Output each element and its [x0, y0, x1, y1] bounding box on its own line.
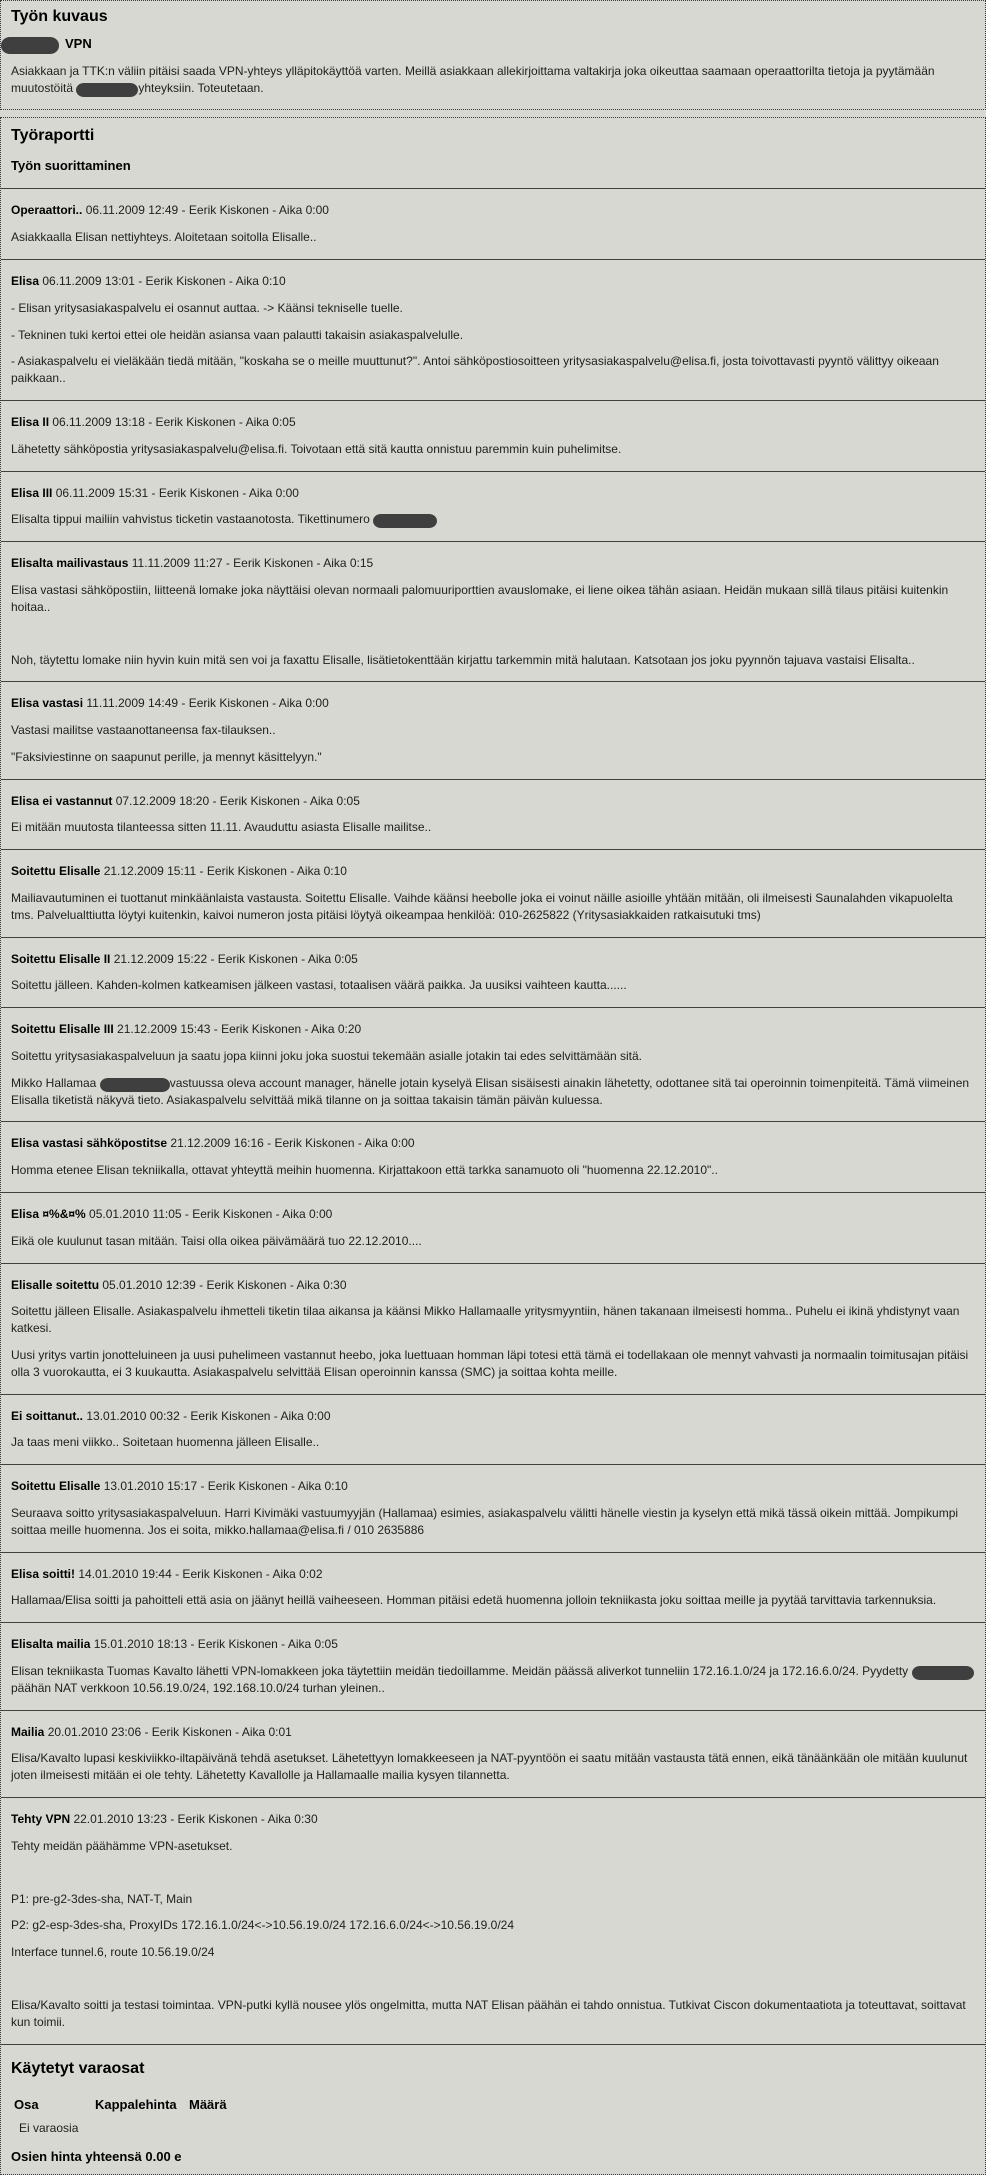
entry-meta: 06.11.2009 12:49 - Eerik Kiskonen - Aika 0:00	[82, 203, 329, 218]
entry-title: Elisa	[11, 273, 40, 288]
entry-paragraph: - Elisan yritysasiakaspalvelu ei osannut auttaa. -> Käänsi tekniselle tuelle.	[11, 300, 403, 315]
report-entry	[1, 1264, 985, 1381]
entry-paragraph: Elisa/Kavalto lupasi keskiviikko-iltapäivänä tehdä asetukset. Lähetettyyn lomakkeeseen ja NAT-pyyntöön ei saatu mitään vastausta tätä ennen, eikä tänäänkään ole mitään kuulunut joten ilmeisesti mitään ei ole tehty. Lähetetty Kavallolle ja Hallamaalle mailia kysyen tilannetta.	[11, 1751, 968, 1783]
report-entry	[1, 1798, 985, 2031]
entry-header	[11, 189, 977, 219]
redaction-blob	[373, 514, 437, 528]
report-entry	[1, 1623, 985, 1696]
entry-paragraph: Ei mitään muutosta tilanteessa sitten 11.11. Avauduttu asiasta Elisalle mailitse..	[11, 820, 432, 835]
entry-paragraph: - Tekninen tuki kertoi ettei ole heidän asiansa vaan palautti takaisin asiakaspalvelulle.	[11, 327, 464, 342]
entry-body	[11, 1750, 977, 1784]
entry-paragraph: Noh, täytettu lomake niin hyvin kuin mitä sen voi ja faxattu Elisalle, lisätietokenttään kirjattu tarkemmin mitä halutaan. Katsotaan jos joku pyynnön tajuava vastaisi Elisalta..	[11, 652, 915, 667]
entry-title: Ei soittanut..	[11, 1408, 83, 1423]
entry-header	[11, 1395, 977, 1425]
entry-title: Operaattori..	[11, 203, 83, 218]
entry-header	[11, 682, 977, 712]
entry-paragraph: Eikä ole kuulunut tasan mitään. Taisi olla oikea päivämäärä tuo 22.12.2010....	[11, 1233, 422, 1248]
report-entry	[1, 1193, 985, 1250]
redaction-blob	[76, 83, 138, 97]
entry-paragraph: Mailiavautuminen ei tuottanut minkäänlaista vastausta. Soitettu Elisalle. Vaihde käänsi heebolle joka ei voinut näille asioille yhtään mitään, oli ilmeisesti Saunalahden vikapuolelta tms. Palvelualttiutta löytyi kuitenkin, kaivoi numeron josta pitäisi löytyä oikeampaa henkilöä: 010-2625822 (Yritysasiakkaiden ratkaisutuki tms)	[11, 891, 953, 922]
report-entry	[1, 401, 985, 458]
entry-title: Elisa vastasi sähköpostitse	[11, 1136, 168, 1151]
entry-meta: 21.12.2009 16:16 - Eerik Kiskonen - Aika 0:00	[167, 1136, 415, 1151]
report-entry	[1, 542, 985, 668]
spare-parts-table-header	[1, 2096, 985, 2114]
separator-line	[1, 2044, 985, 2045]
entry-title: Tehty VPN	[11, 1811, 71, 1826]
report-entry	[1, 780, 985, 837]
entry-paragraph: - Asiakaspalvelu ei vieläkään tiedä mitään, "koskaha se o meille muuttunut?". Antoi sähköpostiosoitteen yritysasiakaspalvelu@elisa.fi, josta toivottavasti pyyntö välittyy oikeaan paikkaan..	[11, 354, 939, 386]
spare-parts-section	[1, 2059, 985, 2166]
entry-header	[11, 1264, 977, 1294]
entry-body	[11, 1838, 977, 2031]
entry-body	[11, 722, 977, 766]
entry-body	[11, 1303, 977, 1380]
entry-paragraph: "Faksiviestinne on saapunut perille, ja mennyt käsittelyyn."	[11, 749, 322, 764]
entry-title: Elisa ¤%&¤%	[11, 1207, 86, 1222]
entry-title: Elisalle soitettu	[11, 1277, 100, 1292]
entry-body	[11, 441, 977, 458]
entry-header	[11, 260, 977, 290]
entry-meta: 21.12.2009 15:22 - Eerik Kiskonen - Aika 0:05	[110, 951, 358, 966]
entry-paragraph: Elisa/Kavalto soitti ja testasi toimintaa. VPN-putki kyllä nousee ylös ongelmitta, mutta NAT Elisan päähän ei tahdo onnistua. Tutkivat Ciscon dokumentaatiota ja toteuttavat, soittavat kun toimii.	[11, 1997, 966, 2029]
entry-meta: 15.01.2010 18:13 - Eerik Kiskonen - Aika 0:05	[90, 1637, 338, 1652]
entry-paragraph: P1: pre-g2-3des-sha, NAT-T, Main	[11, 1891, 193, 1906]
entry-header	[11, 1465, 977, 1495]
spare-parts-title: Käytetyt varaosat	[11, 2059, 145, 2077]
entry-header	[11, 1553, 977, 1583]
report-entry	[1, 1395, 985, 1452]
entry-title: Soitettu Elisalle II	[11, 951, 111, 966]
redaction-blob	[1, 37, 59, 54]
entry-title: Elisa vastasi	[11, 696, 84, 711]
entry-title: Mailia	[11, 1724, 45, 1739]
spare-parts-col-kappalehinta: Kappalehinta	[95, 2096, 177, 2112]
report-entry	[1, 260, 985, 387]
entry-meta: 21.12.2009 15:43 - Eerik Kiskonen - Aika 0:20	[113, 1022, 362, 1037]
entry-paragraph: Interface tunnel.6, route 10.56.19.0/24	[11, 1945, 215, 1960]
entry-body	[11, 511, 977, 528]
entry-meta: 20.01.2010 23:06 - Eerik Kiskonen - Aika 0:01	[44, 1724, 292, 1739]
entry-body	[11, 582, 977, 668]
entry-body	[11, 1233, 977, 1250]
report-entry	[1, 189, 985, 246]
redaction-blob	[100, 1078, 170, 1092]
entry-body	[11, 1592, 977, 1609]
report-entry	[1, 1008, 985, 1108]
entry-paragraph: Ja taas meni viikko.. Soitetaan huomenna jälleen Elisalle..	[11, 1435, 320, 1450]
entry-meta: 06.11.2009 13:01 - Eerik Kiskonen - Aika 0:10	[39, 273, 286, 288]
entry-paragraph: Soitettu jälleen. Kahden-kolmen katkeamisen jälkeen vastasi, totaalisen väärä paikka. Ja uusiksi vaihteen kautta......	[11, 978, 627, 993]
work-report-section	[0, 117, 986, 2175]
entry-body	[11, 1162, 977, 1179]
entry-paragraph: Elisalta tippui mailiin vahvistus ticketin vastaanotosta. Tikettinumero	[11, 511, 977, 528]
entry-body	[11, 229, 977, 246]
entry-title: Soitettu Elisalle	[11, 1479, 101, 1494]
entry-meta: 11.11.2009 11:27 - Eerik Kiskonen - Aika 0:15	[128, 556, 374, 571]
entry-header	[11, 1122, 977, 1152]
entry-header	[11, 1798, 977, 1828]
paragraph-gap	[11, 1961, 977, 1987]
spare-parts-total: Osien hinta yhteensä 0.00 e	[11, 2148, 182, 2164]
spare-parts-col-osa: Osa	[14, 2096, 39, 2112]
work-description-body: Asiakkaan ja TTK:n väliin pitäisi saada VPN-yhteys ylläpitokäyttöä varten. Meillä asiakkaan allekirjoittama valtakirja joka oikeuttaa saamaan operaattorilta tietoja ja pyytämään muutostöitä yhteyksiin. Toteutetaan.	[11, 64, 935, 96]
entry-paragraph: Uusi yritys vartin jonotteluineen ja uusi puhelimeen vastannut heebo, joka luettuaan homman läpi totesi että tämä ei todellakaan ole mennyt vahvasti ja normaalin toimitusajan pitäisi olla 3 vuorokautta, ei 3 kuukautta. Asiakaspalvelu selvittää Elisan operoinnin kanssa (SMC) ja soittaa kohta meille.	[11, 1348, 969, 1379]
entry-meta: 22.01.2010 13:23 - Eerik Kiskonen - Aika 0:30	[70, 1811, 318, 1826]
entry-header	[11, 542, 977, 572]
report-entry	[1, 1465, 985, 1538]
entry-header	[11, 780, 977, 810]
entry-body	[11, 1505, 977, 1539]
entry-paragraph: Vastasi mailitse vastaanottaneensa fax-tilauksen..	[11, 723, 276, 738]
paragraph-gap	[11, 1855, 977, 1881]
entry-paragraph: Lähetetty sähköpostia yritysasiakaspalvelu@elisa.fi. Toivotaan että sitä kautta onnistuu paremmin kuin puhelimitse.	[11, 441, 622, 456]
entry-meta: 13.01.2010 15:17 - Eerik Kiskonen - Aika 0:10	[100, 1479, 348, 1494]
entry-header	[11, 1008, 977, 1038]
work-subject-label: VPN	[65, 36, 92, 52]
redaction-blob	[912, 1666, 974, 1680]
entry-body	[11, 819, 977, 836]
entry-body	[11, 1434, 977, 1451]
entry-meta: 06.11.2009 13:18 - Eerik Kiskonen - Aika 0:05	[49, 414, 296, 429]
entry-header	[11, 938, 977, 968]
work-report-subtitle: Työn suorittaminen	[11, 158, 131, 174]
entry-header	[11, 1711, 977, 1741]
entry-meta: 14.01.2010 19:44 - Eerik Kiskonen - Aika 0:02	[75, 1566, 323, 1581]
work-description-section	[0, 0, 986, 110]
entry-title: Elisa III	[11, 485, 53, 500]
report-entry	[1, 850, 985, 923]
entry-paragraph: Elisan tekniikasta Tuomas Kavalto lähetti VPN-lomakkeen joka täytettiin meidän tiedoillamme. Meidän päässä aliverkot tunneliin 172.16.1.0/24 ja 172.16.6.0/24. Pyydetty päähän NAT verkkoon 10.56.19.0/24, 192.168.10.0/24 turhan yleinen..	[11, 1663, 977, 1697]
entry-title: Soitettu Elisalle III	[11, 1022, 114, 1037]
report-entry	[1, 472, 985, 529]
entry-title: Elisalta mailia	[11, 1637, 91, 1652]
paragraph-gap	[11, 616, 977, 642]
entry-meta: 07.12.2009 18:20 - Eerik Kiskonen - Aika 0:05	[112, 793, 360, 808]
work-subject	[1, 35, 975, 53]
entry-body	[11, 1663, 977, 1697]
entry-paragraph: Mikko Hallamaa vastuussa oleva account manager, hänelle jotain kyselyä Elisan sisäisesti ainakin lähetetty, odottanee sitä tai operoinnin toimenpiteitä. Tämä viimeinen Elisalla tiketistä näkyvä tieto. Asiakaspalvelu selvittää mikä tilanne on ja soittaa takaisin tämän päivän kuluessa.	[11, 1075, 970, 1107]
entries-list	[1, 188, 985, 2044]
report-entry	[1, 682, 985, 765]
entry-meta: 13.01.2010 00:32 - Eerik Kiskonen - Aika 0:00	[83, 1408, 331, 1423]
entry-header	[11, 850, 977, 880]
entry-title: Elisalta mailivastaus	[11, 556, 129, 571]
entry-paragraph: Tehty meidän päähämme VPN-asetukset.	[11, 1838, 233, 1853]
entry-title: Elisa II	[11, 414, 50, 429]
entry-header	[11, 1193, 977, 1223]
entry-header	[11, 401, 977, 431]
entry-header	[11, 1623, 977, 1653]
report-entry	[1, 1553, 985, 1610]
entry-meta: 21.12.2009 15:11 - Eerik Kiskonen - Aika 0:10	[100, 864, 347, 879]
entry-title: Soitettu Elisalle	[11, 864, 101, 879]
entry-meta: 11.11.2009 14:49 - Eerik Kiskonen - Aika 0:00	[83, 696, 329, 711]
work-description-title: Työn kuvaus	[11, 8, 108, 25]
entry-paragraph: Asiakkaalla Elisan nettiyhteys. Aloitetaan soitolla Elisalle..	[11, 230, 317, 245]
spare-parts-col-maara: Määrä	[189, 2096, 227, 2112]
entry-body	[11, 300, 977, 387]
report-entry	[1, 938, 985, 995]
entry-header	[11, 472, 977, 502]
spare-parts-empty-row: Ei varaosia	[19, 2120, 79, 2135]
report-entry	[1, 1122, 985, 1179]
entry-body	[11, 890, 977, 924]
entry-paragraph: Homma etenee Elisan tekniikalla, ottavat yhteyttä meihin huomenna. Kirjattakoon että tarkka sanamuoto oli "huomenna 22.12.2010"..	[11, 1163, 718, 1178]
entry-meta: 06.11.2009 15:31 - Eerik Kiskonen - Aika 0:00	[52, 485, 299, 500]
entry-meta: 05.01.2010 11:05 - Eerik Kiskonen - Aika 0:00	[85, 1207, 333, 1222]
report-entry	[1, 1711, 985, 1784]
entry-paragraph: Elisa vastasi sähköpostiin, liitteenä lomake joka näyttäisi olevan normaali palomuuriporttien avauslomake, ei liene oikea tähän asiaan. Heidän mukaan sillä tilaus pitäisi kuitenkin hoitaa..	[11, 582, 949, 614]
entry-title: Elisa soitti!	[11, 1566, 76, 1581]
entry-paragraph: Hallamaa/Elisa soitti ja pahoitteli että asia on jäänyt heillä vaiheeseen. Homman pitäisi edetä huomenna jolloin tekniikasta joku soittaa meille ja pyytää tarvittavia tarkennuksia.	[11, 1593, 937, 1608]
entry-body	[11, 977, 977, 994]
entry-paragraph: P2: g2-esp-3des-sha, ProxyIDs 172.16.1.0/24<->10.56.19.0/24 172.16.6.0/24<->10.56.19.0/24	[11, 1918, 515, 1933]
work-report-title: Työraportti	[11, 126, 95, 144]
entry-body	[11, 1048, 977, 1108]
entry-title: Elisa ei vastannut	[11, 793, 113, 808]
entry-paragraph: Seuraava soitto yritysasiakaspalveluun. Harri Kivimäki vastuumyyjän (Hallamaa) esimies, asiakaspalvelu välitti hänelle viestin ja kyselyn että mikä tässä oikein mittää. Jompikumpi soittaa meille huomenna. Jos ei soita, mikko.hallamaa@elisa.fi / 010 2635886	[11, 1506, 959, 1537]
entry-meta: 05.01.2010 12:39 - Eerik Kiskonen - Aika 0:30	[99, 1277, 347, 1292]
entry-paragraph: Soitettu yritysasiakaspalveluun ja saatu jopa kiinni joku joka suostui tekemään asialle jotakin tai edes selvittämään sitä.	[11, 1049, 643, 1064]
entry-paragraph: Soitettu jälleen Elisalle. Asiakaspalvelu ihmetteli tiketin tilaa aikansa ja käänsi Mikko Hallamaalle yritysmyyntiin, hänen takanaan ilmeisesti homma.. Puhelu ei ikinä yhdistynyt vaan katkesi.	[11, 1304, 960, 1336]
